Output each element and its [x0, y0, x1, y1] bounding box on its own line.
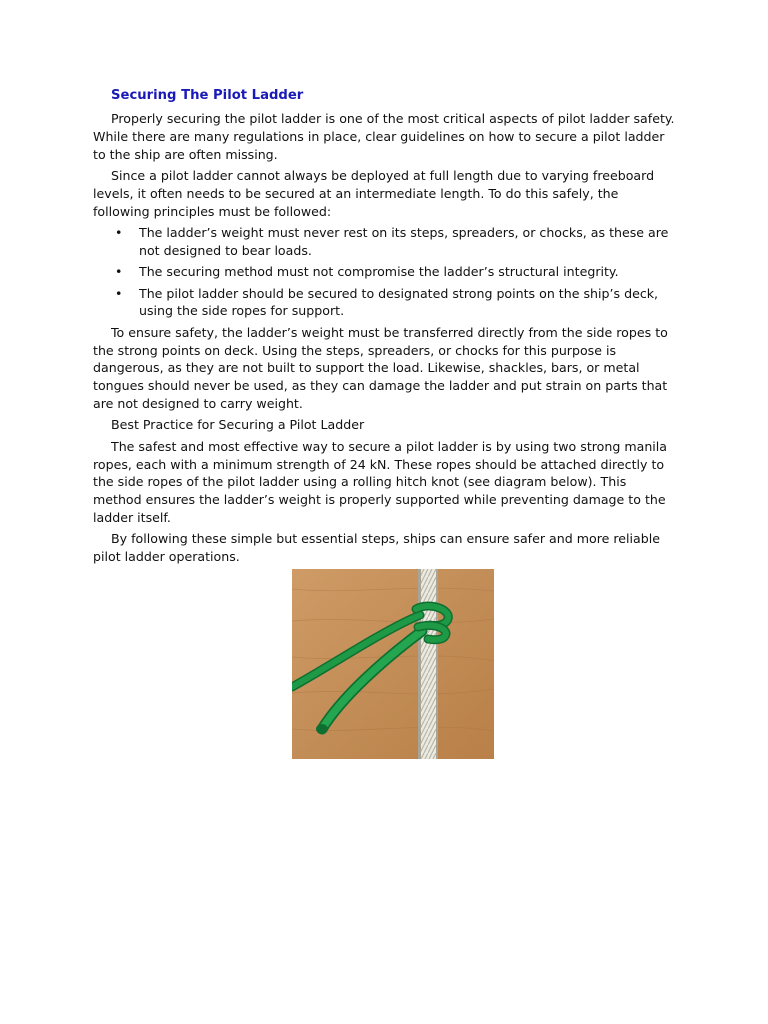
list-item — [93, 263, 678, 281]
bullet-icon: • — [115, 264, 123, 280]
list-item-text: The ladder’s weight must never rest on its steps, spreaders, or chocks, as these are not designed to bear loads. — [139, 224, 669, 258]
rolling-hitch-knot-photo — [292, 569, 494, 759]
principles-intro-paragraph: Since a pilot ladder cannot always be deployed at full length due to varying freeboard levels, it often needs to be secured at an intermediate length. To do this safely, the following principles must be followed: — [93, 167, 655, 219]
principles-list — [93, 224, 678, 320]
list-item-text: The pilot ladder should be secured to designated strong points on the ship’s deck, using the side ropes for support. — [139, 285, 659, 319]
bullet-icon: • — [115, 224, 123, 240]
intro-paragraph: Properly securing the pilot ladder is one of the most critical aspects of pilot ladder safety. While there are many regulations in place, clear guidelines on how to secure a pilot ladder to the ship are often missing. — [93, 111, 675, 162]
side-rope — [418, 569, 438, 759]
best-practice-paragraph: The safest and most effective way to secure a pilot ladder is by using two strong manila ropes, each with a minimum strength of 24 kN. These ropes should be attached directly to the side ropes of the pilot ladder using a rolling hitch knot (see diagram below). This method ensures the ladder’s weight is properly supported while preventing damage to the ladder itself. — [93, 438, 668, 525]
list-item — [93, 285, 678, 321]
load-transfer-paragraph: To ensure safety, the ladder’s weight must be transferred directly from the side ropes to the strong points on deck. Using the steps, spreaders, or chocks for this purpose is dangerous, as they are not built to support the load. Likewise, shackles, bars, or metal tongues should never be used, as they can damage the ladder and put strain on parts that are not designed to carry weight. — [93, 324, 668, 411]
closing-paragraph: By following these simple but essential steps, ships can ensure safer and more reliable pilot ladder operations. — [93, 531, 660, 565]
document-title-text: Securing The Pilot Ladder — [111, 88, 304, 103]
line-tail-end — [316, 724, 328, 734]
document-title — [111, 86, 678, 106]
best-practice-subheading: Best Practice for Securing a Pilot Ladder — [111, 417, 365, 433]
list-item — [93, 224, 678, 260]
knot-illustration — [292, 569, 494, 759]
document-body — [93, 86, 678, 569]
list-item-text: The securing method must not compromise the ladder’s structural integrity. — [139, 264, 619, 280]
bullet-icon: • — [115, 285, 123, 301]
